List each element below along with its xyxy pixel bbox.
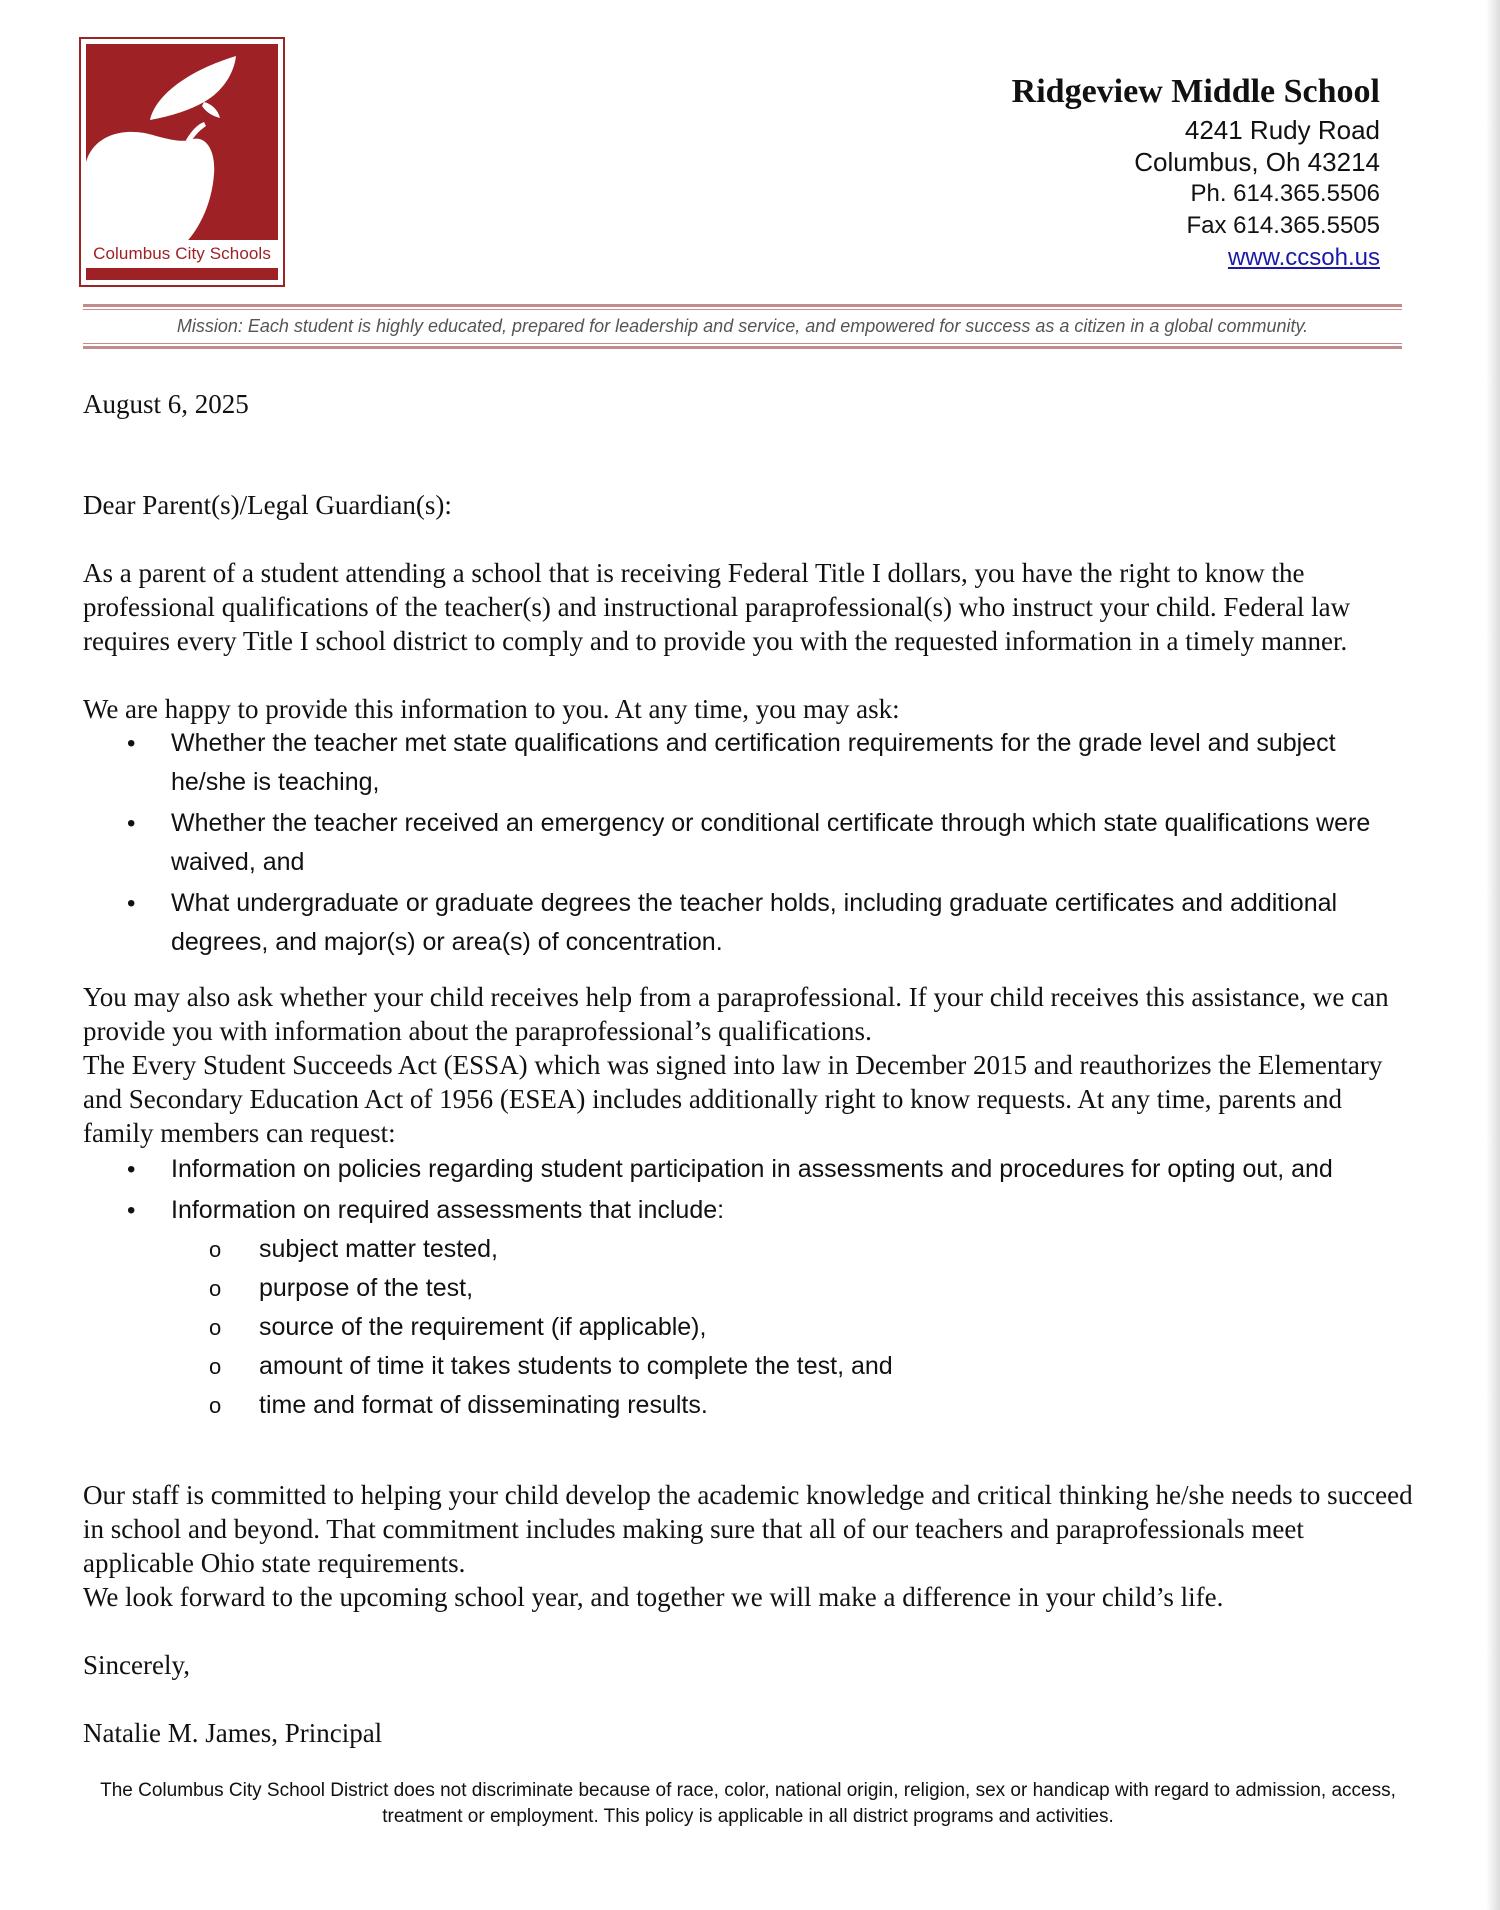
- closing: Sincerely,: [83, 1650, 190, 1680]
- school-fax: Fax 614.365.5505: [1186, 212, 1380, 239]
- paragraph-ask-intro: We are happy to provide this information to you. At any time, you may ask:: [83, 694, 900, 724]
- school-street: 4241 Rudy Road: [1184, 115, 1380, 145]
- paragraph-paraprofessional: You may also ask whether your child receives help from a paraprofessional. If your child receives this assistance, we can provide you with information about the paraprofessional’s qualifications.: [83, 982, 1389, 1046]
- paragraph-closing: We look forward to the upcoming school year, and together we will make a difference in your child’s life.: [83, 1582, 1224, 1612]
- logo-panel: [86, 44, 278, 280]
- list-item: [83, 1150, 1413, 1189]
- divider-bottom-thin: [83, 343, 1402, 344]
- logo-text: Columbus City Schools: [93, 244, 271, 263]
- bullet-icon: •: [127, 890, 136, 917]
- circle-bullet-icon: o: [209, 1393, 222, 1418]
- mission-statement: Mission: Each student is highly educated, prepared for leadership and service, and empowered for success as a citizen in a global community.: [176, 316, 1309, 336]
- school-phone: Ph. 614.365.5506: [1190, 180, 1380, 207]
- bullet-icon: •: [127, 730, 136, 757]
- paragraph-rights: As a parent of a student attending a school that is receiving Federal Title I dollars, you have the right to know the professional qualifications of the teacher(s) and instructional paraprofessional(s) who instruct your child. Federal law requires every Title I school district to comply and to provide you with the requested information in a timely manner.: [83, 558, 1351, 656]
- signature-name: Natalie M. James, Principal: [83, 1718, 383, 1748]
- school-contact-block: [1012, 70, 1380, 274]
- list-item: [83, 1191, 1413, 1425]
- letter-date: August 6, 2025: [83, 389, 249, 419]
- bullet-icon: •: [127, 810, 136, 837]
- circle-bullet-icon: o: [209, 1354, 222, 1379]
- list-item-text: Information on policies regarding student participation in assessments and procedures for opting out, and: [171, 1155, 1333, 1183]
- school-website-link[interactable]: www.ccsoh.us: [1227, 244, 1380, 271]
- sublist-item-text: purpose of the test,: [259, 1274, 474, 1302]
- sublist-item: [171, 1230, 1413, 1269]
- circle-bullet-icon: o: [209, 1237, 222, 1262]
- page-edge-shadow: [1486, 0, 1500, 1910]
- assessment-details-sublist: [171, 1230, 1413, 1425]
- school-city: Columbus, Oh 43214: [1134, 147, 1380, 177]
- salutation: Dear Parent(s)/Legal Guardian(s):: [83, 490, 452, 520]
- list-item-text: Whether the teacher received an emergency or conditional certificate through which state qualifications were waived, and: [171, 809, 1371, 876]
- assessment-request-list: [83, 1150, 1413, 1427]
- list-item-text: Whether the teacher met state qualifications and certification requirements for the grade level and subject he/she is teaching,: [171, 729, 1336, 796]
- bullet-icon: •: [127, 1197, 136, 1224]
- sublist-item-text: subject matter tested,: [259, 1235, 499, 1263]
- paragraph-essa: The Every Student Succeeds Act (ESSA) which was signed into law in December 2015 and reauthorizes the Elementary and Secondary Education Act of 1956 (ESEA) includes additionally right to know requests. At any time, parents and family members can request:: [83, 1050, 1383, 1148]
- non-discrimination-notice: The Columbus City School District does not discriminate because of race, color, national origin, religion, sex or handicap with regard to admission, access, treatment or employment. This policy is applicable in all district programs and activities.: [100, 1780, 1396, 1827]
- district-logo: [79, 37, 285, 287]
- list-item: [83, 804, 1413, 882]
- school-name: Ridgeview Middle School: [1011, 73, 1380, 110]
- sublist-item-text: time and format of disseminating results.: [259, 1391, 708, 1419]
- divider-bottom: [83, 346, 1402, 349]
- list-item-text: Information on required assessments that include:: [171, 1196, 725, 1224]
- list-item: [83, 884, 1413, 962]
- sublist-item: [171, 1308, 1413, 1347]
- sublist-item-text: source of the requirement (if applicable),: [259, 1313, 707, 1341]
- sublist-item: [171, 1269, 1413, 1308]
- circle-bullet-icon: o: [209, 1276, 222, 1301]
- teacher-qualification-list: [83, 724, 1413, 964]
- logo-band: [86, 240, 278, 268]
- list-item-text: What undergraduate or graduate degrees the teacher holds, including graduate certificates and additional degrees, and major(s) or area(s) of concentration.: [171, 889, 1338, 956]
- circle-bullet-icon: o: [209, 1315, 222, 1340]
- divider-top: [83, 304, 1402, 307]
- sublist-item: [171, 1347, 1413, 1386]
- bullet-icon: •: [127, 1156, 136, 1183]
- paragraph-commitment: Our staff is committed to helping your child develop the academic knowledge and critical thinking he/she needs to succeed in school and beyond. That commitment includes making sure that all of our teachers and paraprofessionals meet applicable Ohio state requirements.: [83, 1480, 1413, 1578]
- sublist-item-text: amount of time it takes students to complete the test, and: [259, 1352, 893, 1380]
- sublist-item: [171, 1386, 1413, 1425]
- divider-top-thin: [83, 309, 1402, 310]
- list-item: [83, 724, 1413, 802]
